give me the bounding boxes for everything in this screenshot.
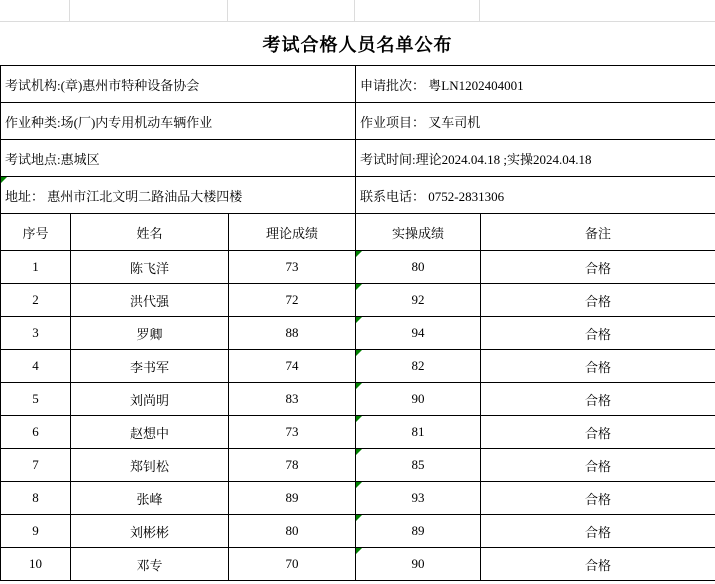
table-row xyxy=(1,449,715,482)
info-row xyxy=(1,103,715,140)
cell-seq[interactable]: 9 xyxy=(1,515,71,548)
cell-name[interactable]: 洪代强 xyxy=(71,284,229,317)
cell-remark[interactable]: 合格 xyxy=(481,317,715,350)
cell-error-indicator-icon xyxy=(356,317,362,323)
cell-practical[interactable] xyxy=(356,317,481,350)
empty-grid-cell[interactable] xyxy=(0,0,70,21)
cell-remark[interactable]: 合格 xyxy=(481,482,715,515)
empty-grid-row xyxy=(0,0,715,22)
cell-practical-text: 90 xyxy=(411,556,425,571)
cell-practical[interactable] xyxy=(356,548,481,581)
cell-error-indicator-icon xyxy=(356,449,362,455)
cell-practical-text: 85 xyxy=(411,457,425,472)
cell-practical-text: 89 xyxy=(411,523,425,538)
cell-practical[interactable] xyxy=(356,515,481,548)
table-row xyxy=(1,317,715,350)
cell-error-indicator-icon xyxy=(356,482,362,488)
cell-remark[interactable]: 合格 xyxy=(481,383,715,416)
title-row[interactable] xyxy=(0,22,715,65)
cell-seq[interactable]: 10 xyxy=(1,548,71,581)
col-header-remark[interactable]: 备注 xyxy=(481,214,715,251)
cell-seq[interactable]: 7 xyxy=(1,449,71,482)
empty-grid-cell[interactable] xyxy=(355,0,480,21)
cell-practical-text: 80 xyxy=(411,259,425,274)
col-header-name[interactable]: 姓名 xyxy=(71,214,229,251)
cell-name[interactable]: 刘尚明 xyxy=(71,383,229,416)
cell-remark[interactable]: 合格 xyxy=(481,449,715,482)
cell-remark[interactable]: 合格 xyxy=(481,284,715,317)
table-row xyxy=(1,548,715,581)
cell-practical-text: 82 xyxy=(411,358,425,373)
empty-grid-cell[interactable] xyxy=(228,0,355,21)
cell-name[interactable]: 罗卿 xyxy=(71,317,229,350)
cell-error-indicator-icon xyxy=(356,515,362,521)
cell-name[interactable]: 刘彬彬 xyxy=(71,515,229,548)
cell-theory[interactable]: 89 xyxy=(229,482,356,515)
cell-theory[interactable]: 83 xyxy=(229,383,356,416)
cell-practical-text: 90 xyxy=(411,391,425,406)
col-header-practical[interactable]: 实操成绩 xyxy=(356,214,481,251)
cell-theory[interactable]: 73 xyxy=(229,251,356,284)
info-cell-exam-location[interactable]: 考试地点:惠城区 xyxy=(1,140,356,177)
table-row xyxy=(1,482,715,515)
table-row xyxy=(1,383,715,416)
cell-error-indicator-icon xyxy=(356,383,362,389)
cell-seq[interactable]: 5 xyxy=(1,383,71,416)
cell-error-indicator-icon xyxy=(356,416,362,422)
cell-remark[interactable]: 合格 xyxy=(481,350,715,383)
info-row xyxy=(1,66,715,103)
cell-seq[interactable]: 1 xyxy=(1,251,71,284)
info-cell-exam-org[interactable]: 考试机构:(章)惠州市特种设备协会 xyxy=(1,66,356,103)
cell-theory[interactable]: 70 xyxy=(229,548,356,581)
cell-practical[interactable] xyxy=(356,251,481,284)
cell-practical-text: 92 xyxy=(411,292,425,307)
cell-theory[interactable]: 72 xyxy=(229,284,356,317)
cell-theory[interactable]: 88 xyxy=(229,317,356,350)
col-header-theory[interactable]: 理论成绩 xyxy=(229,214,356,251)
col-header-seq[interactable]: 序号 xyxy=(1,214,71,251)
table-row xyxy=(1,515,715,548)
cell-remark[interactable]: 合格 xyxy=(481,515,715,548)
cell-error-indicator-icon xyxy=(1,177,7,183)
info-cell-work-item[interactable]: 作业项目： 叉车司机 xyxy=(356,103,715,140)
cell-theory[interactable]: 73 xyxy=(229,416,356,449)
cell-theory[interactable]: 74 xyxy=(229,350,356,383)
cell-practical[interactable] xyxy=(356,416,481,449)
cell-seq[interactable]: 4 xyxy=(1,350,71,383)
cell-name[interactable]: 陈飞洋 xyxy=(71,251,229,284)
cell-practical-text: 93 xyxy=(411,490,425,505)
cell-practical-text: 94 xyxy=(411,325,425,340)
cell-name[interactable]: 张峰 xyxy=(71,482,229,515)
cell-error-indicator-icon xyxy=(356,350,362,356)
table-row xyxy=(1,284,715,317)
cell-remark[interactable]: 合格 xyxy=(481,416,715,449)
info-cell-exam-time[interactable]: 考试时间:理论2024.04.18 ;实操2024.04.18 xyxy=(356,140,715,177)
info-row xyxy=(1,140,715,177)
cell-practical[interactable] xyxy=(356,482,481,515)
cell-error-indicator-icon xyxy=(356,548,362,554)
info-cell-address-text: 地址： 惠州市江北文明二路油品大楼四楼 xyxy=(5,188,243,204)
table-row xyxy=(1,350,715,383)
results-table xyxy=(0,65,715,581)
cell-seq[interactable]: 2 xyxy=(1,284,71,317)
cell-name[interactable]: 赵想中 xyxy=(71,416,229,449)
cell-error-indicator-icon xyxy=(356,251,362,257)
cell-seq[interactable]: 3 xyxy=(1,317,71,350)
cell-practical[interactable] xyxy=(356,284,481,317)
info-cell-batch[interactable]: 申请批次： 粤LN1202404001 xyxy=(356,66,715,103)
cell-remark[interactable]: 合格 xyxy=(481,251,715,284)
cell-name[interactable]: 李书军 xyxy=(71,350,229,383)
info-cell-work-type[interactable]: 作业种类:场(厂)内专用机动车辆作业 xyxy=(1,103,356,140)
cell-theory[interactable]: 80 xyxy=(229,515,356,548)
cell-name[interactable]: 郑钊松 xyxy=(71,449,229,482)
cell-seq[interactable]: 6 xyxy=(1,416,71,449)
table-row xyxy=(1,416,715,449)
table-row xyxy=(1,251,715,284)
cell-practical[interactable] xyxy=(356,350,481,383)
info-cell-phone[interactable]: 联系电话： 0752-2831306 xyxy=(356,177,715,214)
cell-error-indicator-icon xyxy=(356,284,362,290)
cell-theory[interactable]: 78 xyxy=(229,449,356,482)
page-title: 考试合格人员名单公布 xyxy=(262,34,453,55)
cell-practical-text: 81 xyxy=(411,424,425,439)
cell-seq[interactable]: 8 xyxy=(1,482,71,515)
cell-remark[interactable]: 合格 xyxy=(481,548,715,581)
empty-grid-cell[interactable] xyxy=(70,0,228,21)
table-header-row xyxy=(1,214,715,251)
info-cell-address[interactable] xyxy=(1,177,356,214)
cell-practical[interactable] xyxy=(356,449,481,482)
info-row xyxy=(1,177,715,214)
empty-grid-cell[interactable] xyxy=(480,0,715,21)
cell-practical[interactable] xyxy=(356,383,481,416)
cell-name[interactable]: 邓专 xyxy=(71,548,229,581)
